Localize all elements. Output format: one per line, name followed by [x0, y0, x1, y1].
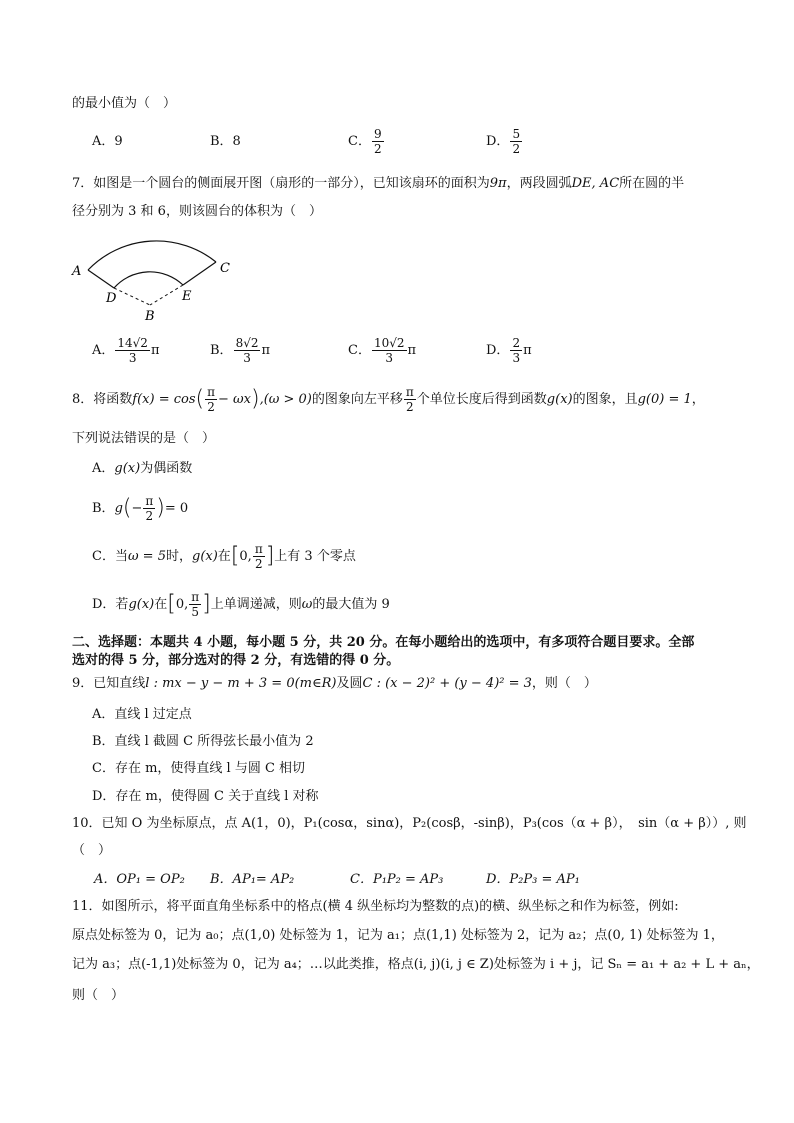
q6-option-b: B．8 — [210, 134, 241, 149]
q8-option-c: C．当ω = 5时，g(x)在[0, $\frac{\pi}{2}$ ]上有 3 个零点 — [92, 542, 356, 571]
fraction: $\frac{14√2}{3}$ — [117, 336, 148, 365]
q6-option-a: A．9 — [92, 134, 123, 149]
segment-ad — [88, 270, 114, 288]
q6-option-c: C． $\frac{9}{2}$ — [348, 127, 382, 156]
fraction: $\frac{8√2}{3}$ — [235, 336, 259, 365]
q8-option-b: B．g(− $\frac{\pi}{2}$ )= 0 — [92, 494, 189, 523]
q10-option-a: A．OP₁ = OP₂ — [94, 872, 185, 887]
q8-stem-line1: 8．将函数f(x) = cos( $\frac{\pi}{2}$ − ωx),(ω > 0)的图象向左平移 $\frac{\pi}{2}$ 个单位长度后得到函数g(x)的图象，且g(0) = 1， — [72, 385, 705, 414]
sector-ring-figure — [70, 222, 240, 326]
fraction: $\frac{5}{2}$ — [512, 127, 521, 156]
q11-stem-line2: 原点处标签为 0，记为 a₀；点(1,0) 处标签为 1，记为 a₁；点(1,1) 处标签为 2，记为 a₂；点(0, 1) 处标签为 1， — [72, 928, 724, 943]
q11-stem-line1: 11．如图所示，将平面直角坐标系中的格点(横 4 纵坐标均为整数的点)的横、纵坐标之和作为标签，例如: — [72, 899, 679, 914]
q9-option-c: C．存在 m，使得直线 l 与圆 C 相切 — [92, 761, 306, 776]
q11-stem-line4: 则（ ） — [72, 988, 125, 1003]
q8-option-d: D．若g(x)在[0, $\frac{\pi}{5}$ ]上单调递减，则ω的最大值为 9 — [92, 590, 390, 619]
fraction: $\frac{2}{3}$ — [512, 336, 521, 365]
label-a: A — [72, 264, 82, 279]
fraction: $\frac{10√2}{3}$ — [373, 336, 405, 365]
section-2-heading-line1: 二、选择题：本题共 4 小题，每小题 5 分，共 20 分。在每小题给出的选项中，有多项符合题目要求。全部 — [72, 635, 695, 650]
q6-option-d: D． $\frac{5}{2}$ — [486, 127, 521, 156]
segment-ce — [183, 262, 216, 285]
section-2-heading-line2: 选对的得 5 分，部分选对的得 2 分，有选错的得 0 分。 — [72, 653, 400, 668]
q6-stem-tail: 的最小值为（ ） — [72, 96, 177, 111]
label-b: B — [145, 309, 155, 324]
q9-option-b: B．直线 l 截圆 C 所得弦长最小值为 2 — [92, 734, 314, 749]
q10-stem-line1: 10．已知 O 为坐标原点，点 A(1，0)，P₁(cosα，sinα)，P₂(cosβ，-sinβ)，P₃(cos（α + β）， sin（α + β））, 则 — [72, 816, 747, 831]
fraction: $\frac{\pi}{2}$ — [405, 385, 414, 414]
q8-stem-line2: 下列说法错误的是（ ） — [72, 431, 216, 446]
q7-option-a: A． $\frac{14√2}{3}$ π — [92, 336, 160, 365]
fraction: $\frac{\pi}{2}$ — [254, 542, 263, 571]
q7-stem-line2: 径分别为 3 和 6，则该圆台的体积为（ ） — [72, 204, 322, 219]
fraction: $\frac{9}{2}$ — [373, 127, 382, 156]
fraction: $\frac{\pi}{2}$ — [145, 494, 154, 523]
label-c: C — [220, 261, 230, 276]
q7-option-b: B． $\frac{8√2}{3}$ π — [210, 336, 271, 365]
fraction: $\frac{\pi}{2}$ — [207, 385, 215, 414]
q10-option-c: C．P₁P₂ = AP₃ — [350, 872, 444, 887]
q7-option-c: C． $\frac{10√2}{3}$ π — [348, 336, 417, 365]
q10-stem-line2: （ ） — [72, 843, 112, 858]
q10-option-d: D．P₂P₃ = AP₁ — [486, 872, 580, 887]
q11-stem-line3: 记为 a₃；点(-1,1)处标签为 0，记为 a₄；…以此类推，格点(i, j)(i, j ∈ Z)处标签为 i + j，记 Sₙ = a₁ + a₂ + L + aₙ， — [72, 957, 760, 972]
q8-option-a: A．g(x)为偶函数 — [92, 461, 193, 476]
fraction: $\frac{\pi}{5}$ — [191, 590, 200, 619]
dashed-eb — [150, 285, 183, 305]
q7-stem-line1: 7．如图是一个圆台的侧面展开图（扇形的一部分），已知该扇环的面积为9π，两段圆弧DE, AC所在圆的半 — [72, 176, 685, 191]
q9-stem: 9．已知直线l : mx − y − m + 3 = 0(m∈R)及圆C : (x − 2)² + (y − 4)² = 3，则（ ） — [72, 676, 597, 691]
q9-option-d: D．存在 m，使得圆 C 关于直线 l 对称 — [92, 789, 319, 804]
q9-option-a: A．直线 l 过定点 — [92, 707, 192, 722]
q10-option-b: B．AP₁= AP₂ — [210, 872, 295, 887]
label-d: D — [106, 291, 117, 306]
q7-option-d: D． $\frac{2}{3}$ π — [486, 336, 532, 365]
label-e: E — [182, 289, 192, 304]
arc-ac — [88, 241, 216, 270]
dashed-db — [114, 288, 150, 305]
arc-de — [114, 272, 183, 288]
